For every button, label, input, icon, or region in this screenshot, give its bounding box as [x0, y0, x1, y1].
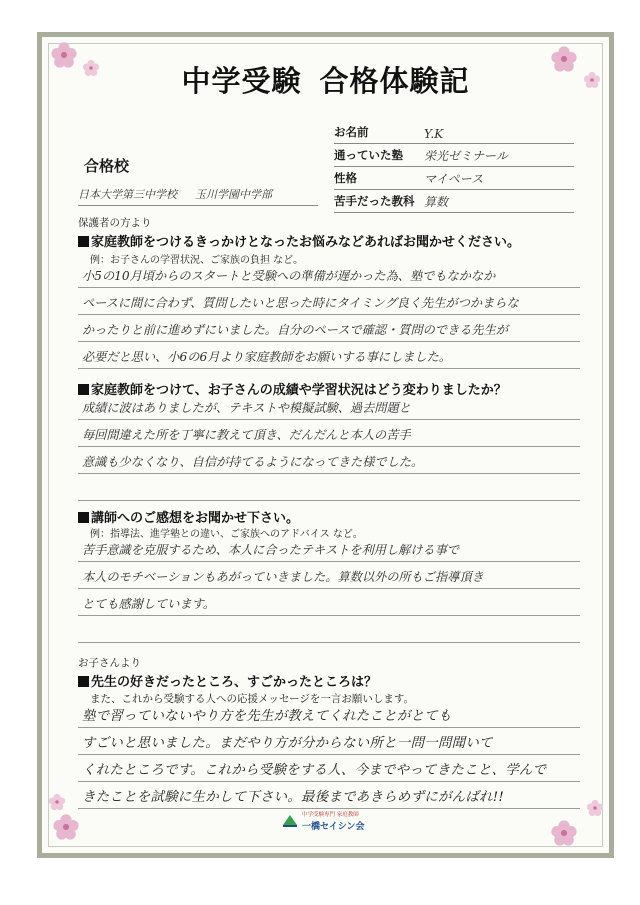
profile-row: [334, 144, 574, 167]
profile-label: 苦手だった教科: [334, 194, 415, 208]
answer-line: 苦手意識を克服するため、本人に合ったテキストを利用し解ける事で: [78, 535, 580, 562]
square-bullet-icon: [78, 512, 89, 523]
logo-name: 一橋セイシン会: [302, 822, 365, 832]
answer-line: 必要だと思い、小6の6月より家庭教師をお願いする事にしました。: [78, 342, 580, 369]
answer-line: かったりと前に進めずにいました。自分のペースで確認・質問のできる先生が: [78, 315, 580, 342]
question-3-example: 例：指導法、進学塾との違い、ご家族へのアドバイス など。: [90, 529, 363, 540]
profile-value: 算数: [424, 195, 449, 209]
question-2-text: 家庭教師をつけて、お子さんの成績や学習状況はどう変わりましたか？: [91, 383, 507, 398]
title-part1: 中学受験: [181, 64, 302, 98]
profile-label: 通っていた塾: [334, 148, 403, 162]
profile-row: [334, 121, 574, 144]
profile-value: 栄光ゼミナール: [424, 149, 508, 163]
square-bullet-icon: [78, 236, 89, 247]
profile-value: マイペース: [424, 172, 484, 186]
square-bullet-icon: [78, 676, 89, 687]
profile-label: 性格: [334, 171, 357, 185]
school-line: [78, 184, 318, 206]
school-item: 日本大学第三中学校: [78, 188, 177, 201]
school-item: 玉川学園中学部: [195, 188, 272, 201]
flower-icon: [550, 819, 578, 847]
logo-subtitle: 中学受験専門 家庭教師: [302, 812, 359, 818]
question-1-example: 例：お子さんの学習状況、ご家族の負担 など。: [90, 255, 304, 266]
flower-icon: [48, 793, 66, 811]
answer-line: ペースに間に合わず、質問したいと思った時にタイミング良く先生がつかまらな: [78, 288, 580, 315]
school-label: 合格校: [84, 157, 130, 175]
answer-2: [78, 393, 580, 501]
answer-line: [78, 474, 580, 501]
logo-mark-icon: [282, 812, 298, 828]
answer-line: すごいと思いました。まだやり方が分からない所と一問一問聞いて: [78, 728, 580, 755]
profile-label: お名前: [334, 125, 369, 139]
answer-line: きたことを試験に生かして下さい。最後まであきらめずにがんばれ!!: [78, 782, 580, 809]
flower-icon: [586, 799, 604, 817]
answer-line: 毎回間違えた所を丁寧に教えて頂き、だんだんと本人の苦手: [78, 420, 580, 447]
answer-3: [78, 535, 580, 643]
question-3-text: 講師へのご感想をお聞かせ下さい。: [91, 511, 300, 526]
page-title: [42, 59, 609, 100]
question-3: [78, 507, 299, 526]
company-logo: [282, 807, 382, 837]
certificate-frame: [37, 32, 614, 858]
child-answer: [78, 701, 580, 809]
question-1-text: 家庭教師をつけるきっかけとなったお悩みなどあればお聞かせください。: [91, 235, 521, 250]
child-heading: お子さんより: [78, 657, 141, 669]
profile-value: Y.K: [424, 127, 444, 141]
child-question: [78, 671, 377, 690]
answer-line: 成績に波はありましたが、テキストや模擬試験、過去問題と: [78, 393, 580, 420]
answer-line: 本人のモチベーションもあがっていきました。算数以外の所もご指導頂き: [78, 562, 580, 589]
answer-line: 塾で習っていないやり方を先生が教えてくれたことがとても: [78, 701, 580, 728]
answer-line: 小5の10月頃からのスタートと受験への準備が遅かった為、塾でもなかなか: [78, 261, 580, 288]
parent-heading: 保護者の方より: [78, 217, 152, 229]
answer-line: 意識も少なくなり、自信が持てるようになってきた様でした。: [78, 447, 580, 474]
answer-line: くれたところです。これから受験をする人、今までやってきたこと、学んで: [78, 755, 580, 782]
answer-line: とても感謝しています。: [78, 589, 580, 616]
child-question-sub: また、これから受験する人への応援メッセージを一言お願いします。: [90, 693, 415, 705]
profile-row: [334, 190, 574, 213]
profile-row: [334, 167, 574, 190]
answer-line: [78, 616, 580, 643]
answer-1: [78, 261, 580, 369]
profile-table: [334, 121, 574, 213]
title-part2: 合格体験記: [319, 64, 470, 98]
flower-icon: [52, 813, 80, 841]
question-1: [78, 231, 520, 250]
child-question-text: 先生の好きだったところ、すごかったところは？: [91, 675, 378, 690]
